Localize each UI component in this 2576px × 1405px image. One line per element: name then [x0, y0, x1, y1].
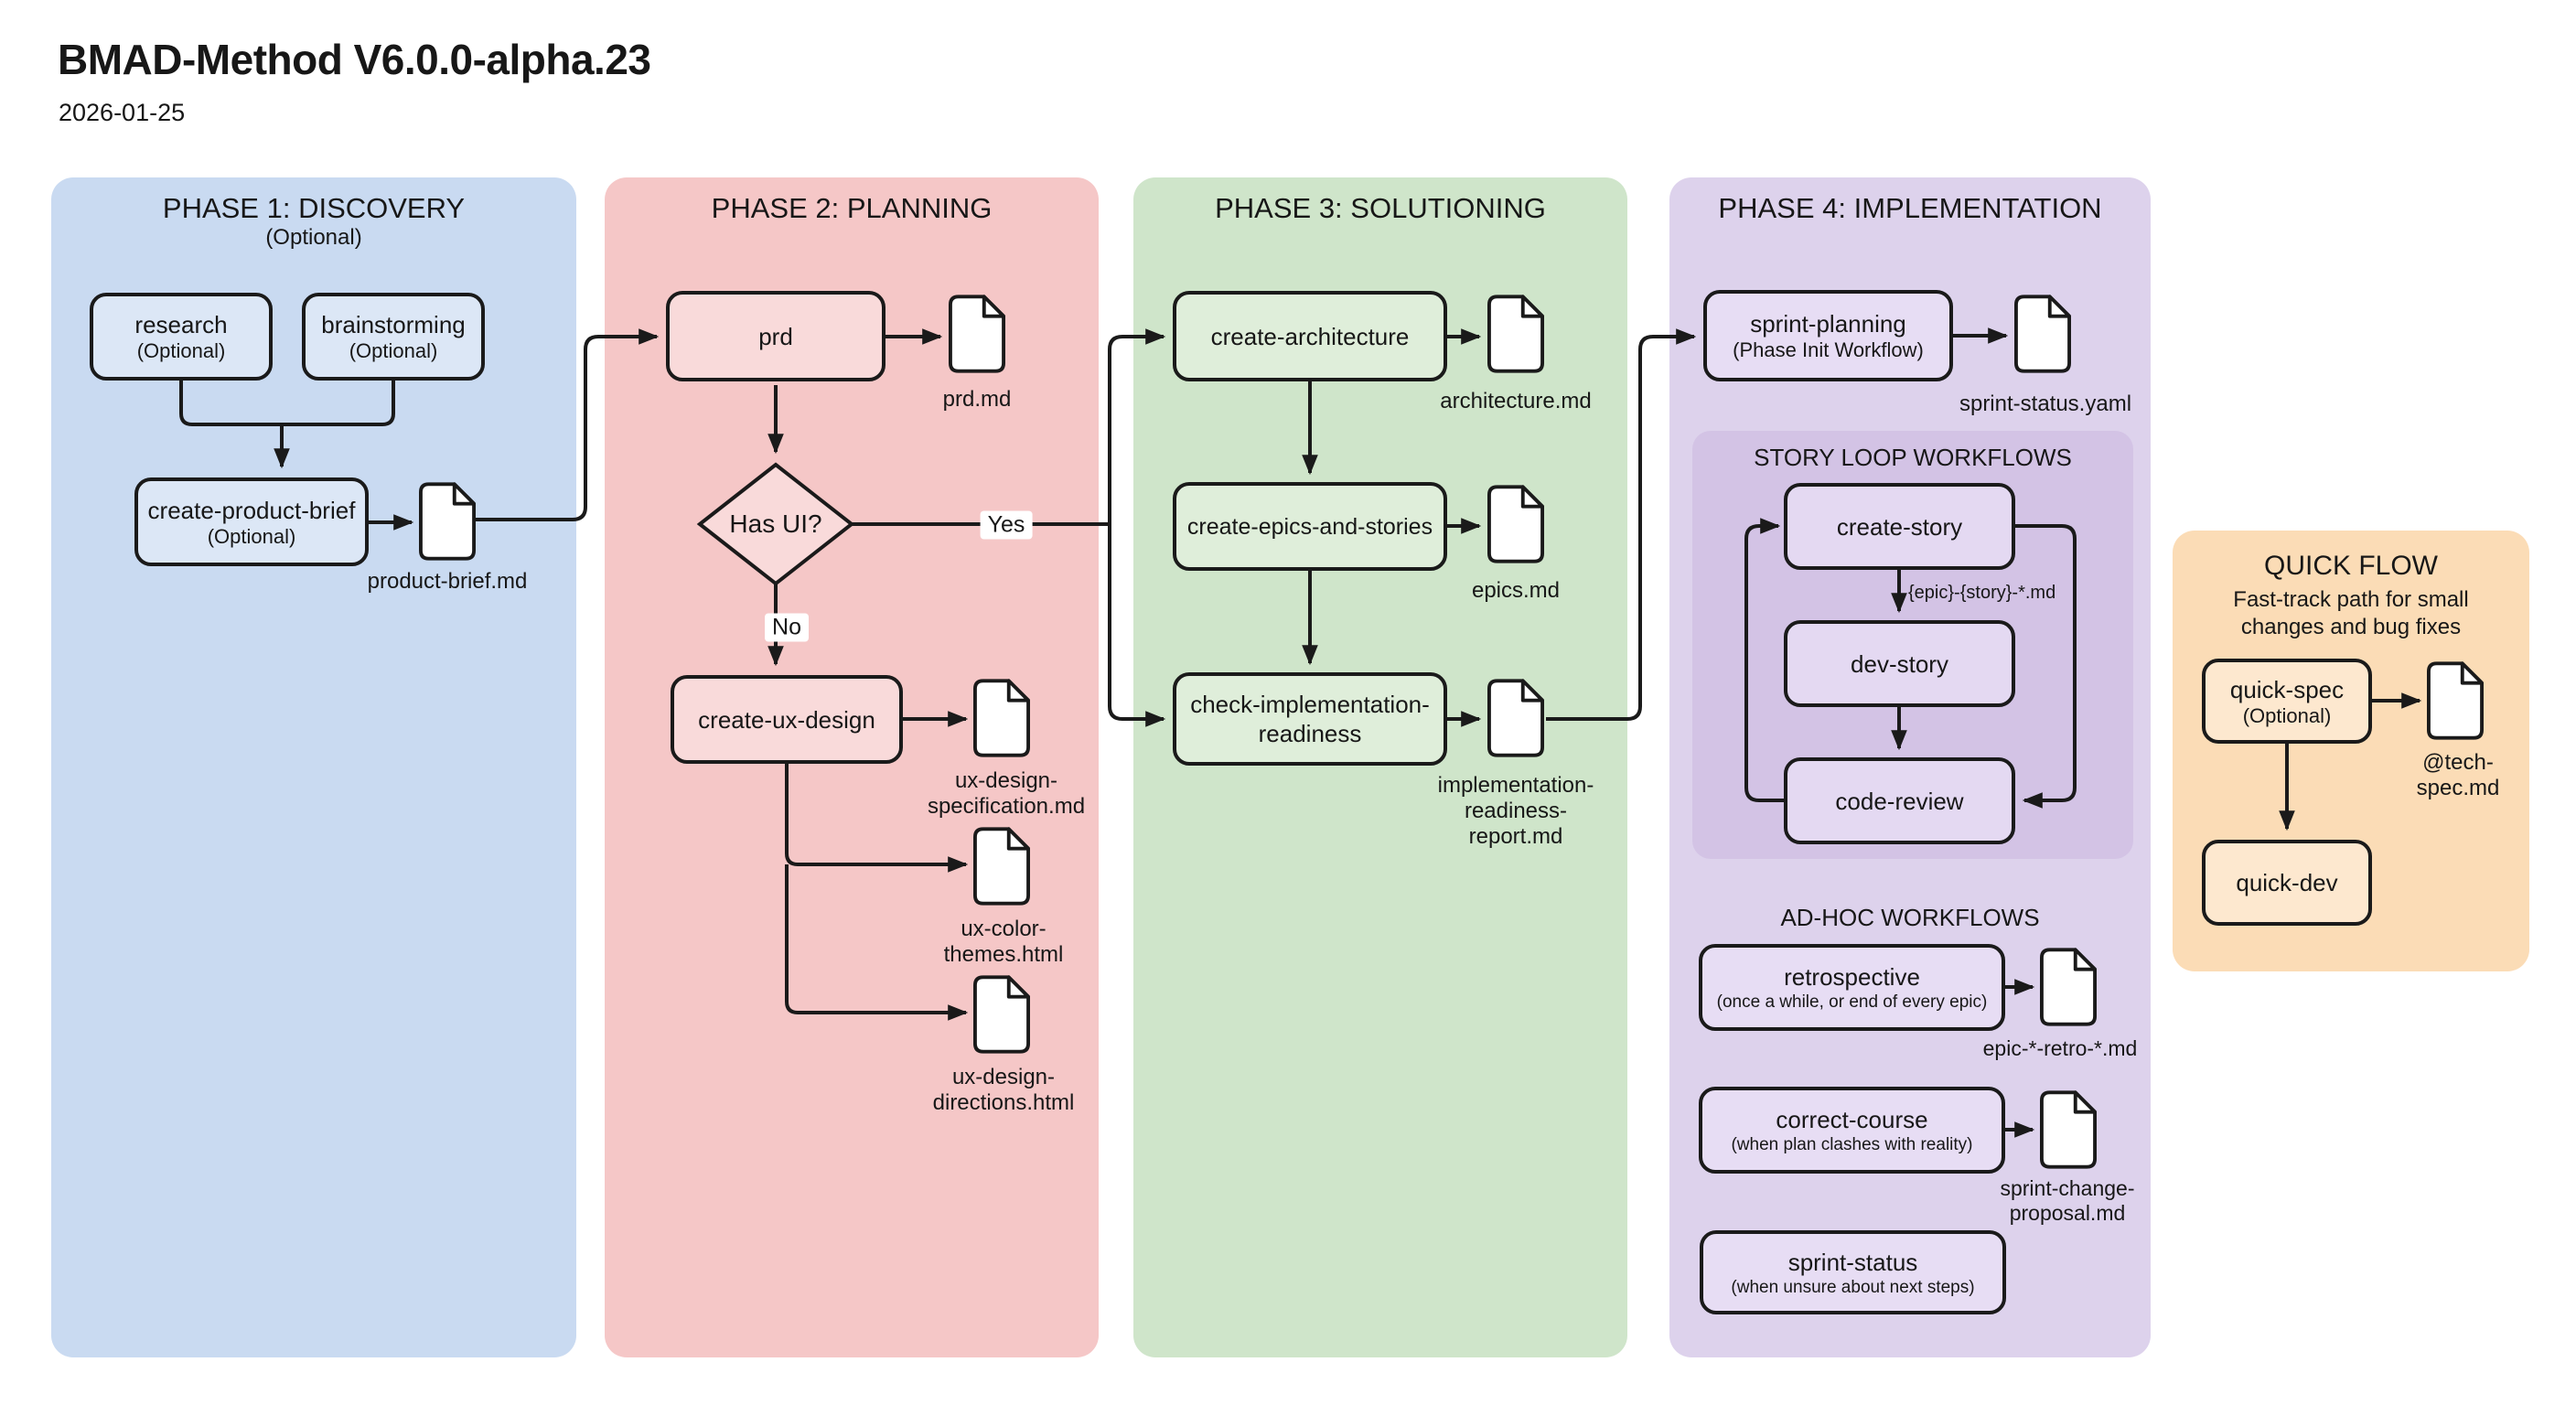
doc-label-ux-directions: ux-design- directions.html — [932, 1065, 1075, 1115]
doc-label-product-brief: product-brief.md — [367, 569, 528, 594]
edge-yes-up-architecture — [1110, 337, 1164, 524]
doc-label-readiness-report: implementation- readiness- report.md — [1437, 773, 1594, 849]
node-sprint-status: sprint-status (when unsure about next steps) — [1700, 1230, 2006, 1314]
node-dev-story: dev-story — [1784, 620, 2015, 707]
phase4-title: PHASE 4: IMPLEMENTATION — [1718, 192, 2102, 224]
edge-ux-to-directions — [787, 864, 966, 1013]
node-create-product-brief: create-product-brief (Optional) — [134, 477, 369, 566]
node-code-review: code-review — [1784, 757, 2015, 844]
page-date: 2026-01-25 — [59, 99, 186, 126]
doc-label-architecture: architecture.md — [1440, 389, 1592, 413]
document-icon — [1489, 296, 1542, 370]
edge-codereview-loop — [1746, 526, 1784, 800]
document-icon — [2042, 949, 2095, 1024]
doc-label-ux-color: ux-color- themes.html — [943, 917, 1064, 967]
node-create-ux-design: create-ux-design — [671, 675, 903, 764]
edge-yes-down-check — [1110, 524, 1164, 719]
document-icon — [2429, 663, 2482, 737]
document-icon — [975, 829, 1028, 903]
node-prd: prd — [666, 291, 886, 381]
edge-briefdoc-to-prd — [476, 337, 657, 520]
document-icon — [2042, 1092, 2095, 1166]
node-research: research (Optional) — [90, 293, 273, 381]
doc-label-ux-spec: ux-design- specification.md — [927, 768, 1086, 819]
phase1-subtitle: (Optional) — [265, 225, 362, 250]
document-icon — [950, 296, 1004, 370]
doc-label-tech-spec: @tech- spec.md — [2416, 750, 2500, 800]
document-icon — [1489, 487, 1542, 561]
doc-label-sprint-status-yaml: sprint-status.yaml — [1959, 391, 2132, 416]
quick-flow-subtitle-2: changes and bug fixes — [2240, 615, 2462, 639]
doc-label-epics: epics.md — [1471, 578, 1561, 603]
document-icon — [1489, 681, 1542, 755]
quick-flow-subtitle-1: Fast-track path for small — [2233, 587, 2469, 612]
document-icon — [2016, 296, 2069, 370]
node-create-architecture: create-architecture — [1173, 291, 1447, 381]
node-correct-course: correct-course (when plan clashes with reality) — [1699, 1087, 2005, 1174]
phase1-title: PHASE 1: DISCOVERY — [162, 192, 466, 224]
phase3-title: PHASE 3: SOLUTIONING — [1215, 192, 1546, 224]
node-check-implementation-readiness: check-implementation- readiness — [1173, 672, 1447, 766]
node-create-epics-and-stories: create-epics-and-stories — [1173, 482, 1447, 571]
node-create-story: create-story — [1784, 483, 2015, 570]
quick-flow-title: QUICK FLOW — [2263, 551, 2438, 581]
node-brainstorming: brainstorming (Optional) — [302, 293, 485, 381]
phase2-title: PHASE 2: PLANNING — [711, 192, 993, 224]
adhoc-title: AD-HOC WORKFLOWS — [1780, 904, 2040, 931]
node-quick-dev: quick-dev — [2202, 840, 2372, 926]
edge-research-join — [181, 381, 282, 424]
yes-label: Yes — [981, 511, 1033, 540]
story-loop-title: STORY LOOP WORKFLOWS — [1754, 444, 2072, 471]
document-icon — [975, 681, 1028, 755]
doc-label-sprint-change-proposal: sprint-change- proposal.md — [2000, 1176, 2135, 1225]
node-quick-spec: quick-spec (Optional) — [2202, 659, 2372, 744]
document-icon — [421, 484, 474, 558]
edge-brainstorming-join — [282, 381, 393, 424]
decision-has-ui: Has UI? — [729, 509, 822, 538]
node-retrospective: retrospective (once a while, or end of every epic) — [1699, 944, 2005, 1031]
no-label: No — [765, 614, 809, 642]
doc-label-prd: prd.md — [942, 387, 1012, 412]
document-icon — [975, 977, 1028, 1051]
edge-createstory-to-codereview — [2015, 526, 2075, 800]
page-title: BMAD-Method V6.0.0-alpha.23 — [58, 36, 651, 83]
node-sprint-planning: sprint-planning (Phase Init Workflow) — [1703, 290, 1953, 381]
doc-label-epic-retro: epic-*-retro-*.md — [1982, 1036, 2138, 1060]
story-artifact-label: {epic}-{story}-*.md — [1908, 583, 2056, 603]
